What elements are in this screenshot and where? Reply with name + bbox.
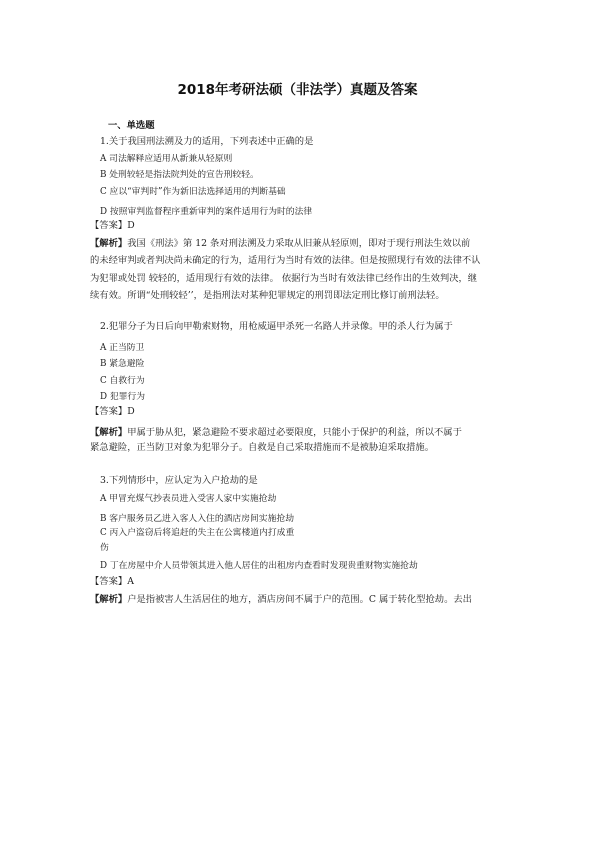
question-2-answer: 【答案】D [90, 406, 135, 417]
question-1-option-d: D 按照审判监督程序重新审判的案件适用行为时的法律 [100, 207, 313, 217]
question-2-analysis-line-2: 紧急避险，正当防卫对象为犯罪分子。自救是自己采取措施而不是被胁迫采取措施。 [90, 442, 434, 453]
analysis-tag: 【解析】 [90, 238, 128, 249]
question-2-option-c: C 自救行为 [100, 376, 145, 386]
question-1-analysis-line-3: 为犯罪或处罚 较轻的，适用现行有效的法律。 依据行为当时有效法律已经作出的生效判决，继 [90, 273, 478, 284]
question-1-option-b: B 处刑较轻是指法院判处的宣告刑较轻。 [100, 170, 259, 180]
question-1-answer: 【答案】D [90, 220, 135, 231]
question-1-analysis-line-1: 【解析】我国《刑法》第 12 条对刑法溯及力采取从旧兼从轻原则，即对于现行刑法生效以前 [90, 238, 471, 249]
question-3-option-c-continued: 伤 [100, 543, 109, 553]
question-3-analysis-line-1: 【解析】户是指被害人生活居住的地方，酒店房间不属于户的范围。C 属于转化型抢劫。去出 [90, 594, 472, 605]
question-3-option-d: D 丁在房屋中介人员带领其进入他人居住的出租房内查看时发现贵重财物实施抢劫 [100, 561, 418, 571]
question-3-answer: 【答案】A [90, 576, 134, 587]
question-1-option-a: A 司法解释应适用从新兼从轻原则 [100, 154, 233, 164]
question-1-analysis-line-4: 续有效。所谓“处刑较轻’’，是指刑法对某种犯罪规定的刑罚即法定刑比修订前刑法轻。 [90, 290, 445, 301]
section-heading: 一、单选题 [108, 120, 155, 131]
question-1-option-c: C 应以“审判时”作为新旧法选择适用的判断基础 [100, 187, 286, 197]
document-title: 2018年考研法硕（非法学）真题及答案 [177, 82, 418, 98]
question-2-option-d: D 犯罪行为 [100, 392, 146, 402]
question-2-analysis-line-1: 【解析】甲属于胁从犯，紧急避险不要求超过必要限度，只能小于保护的利益，所以不属于 [90, 427, 462, 438]
question-1-stem: 1.关于我国刑法溯及力的适用，下列表述中正确的是 [100, 136, 314, 147]
question-2-option-b: B 紧急避险 [100, 359, 145, 369]
question-2-stem: 2.犯罪分子为日后向甲勒索财物，用枪威逼甲杀死一名路人并录像。甲的杀人行为属于 [100, 321, 453, 332]
analysis-tag: 【解析】 [90, 427, 128, 438]
question-1-analysis-line-2: 的未经审判或者判决尚未确定的行为，适用行为当时有效的法律。但是按照现行有效的法律不认 [90, 255, 481, 266]
question-2-option-a: A 正当防卫 [100, 343, 145, 353]
question-3-option-c: C 丙入户盗窃后将追赶的失主在公寓楼道内打成重 [100, 528, 295, 538]
analysis-tag: 【解析】 [90, 594, 128, 605]
question-3-option-b: B 客户服务员乙进入客人入住的酒店房间实施抢劫 [100, 514, 294, 524]
question-3-stem: 3.下列情形中，应认定为入户抢劫的是 [100, 475, 258, 486]
question-3-option-a: A 甲冒充煤气抄表员进入受害人家中实施抢劫 [100, 494, 277, 504]
